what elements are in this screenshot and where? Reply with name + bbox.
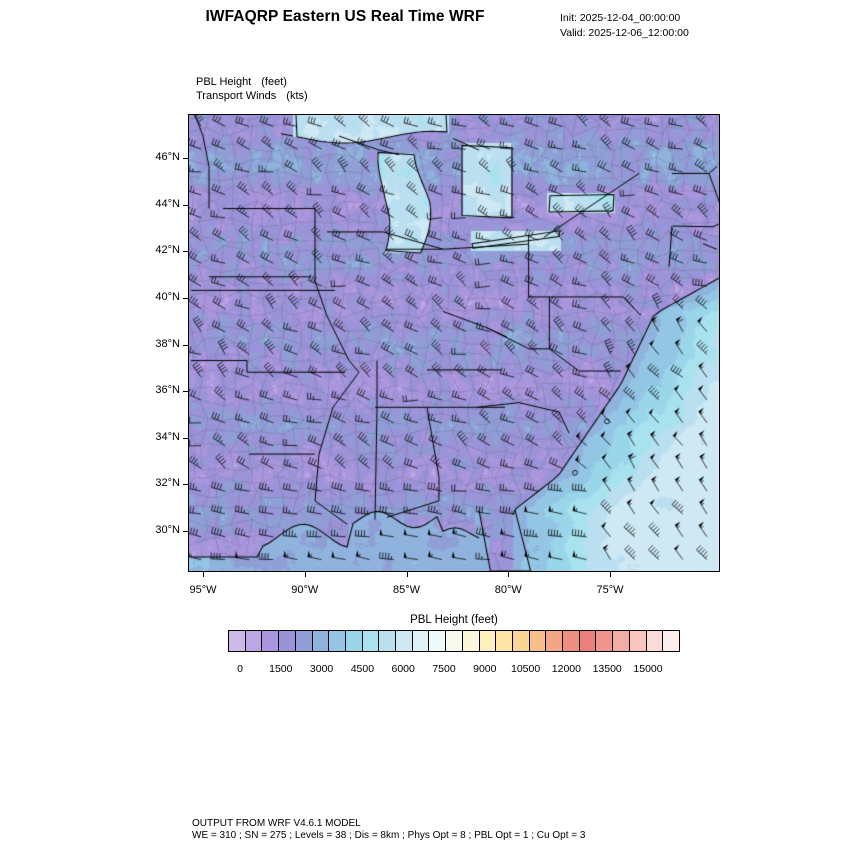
y-axis-tick-label: 36°N: [155, 384, 180, 397]
x-axis-tick-mark: [407, 572, 408, 577]
colorbar-swatch: [480, 631, 497, 651]
colorbar-swatch: [396, 631, 413, 651]
colorbar-swatch: [229, 631, 246, 651]
y-axis-tick-mark: [183, 205, 188, 206]
colorbar-tick-label: 10500: [510, 663, 541, 675]
field-label-transport-winds-name: Transport Winds: [196, 90, 277, 102]
x-axis-tick-label: 90°W: [291, 584, 319, 596]
colorbar-swatch: [379, 631, 396, 651]
colorbar-swatch: [262, 631, 279, 651]
y-axis-tick-mark: [183, 298, 188, 299]
field-label-pbl-height: [196, 76, 287, 88]
colorbar-swatch: [429, 631, 446, 651]
valid-time-label: Valid: 2025-12-06_12:00:00: [560, 27, 689, 39]
colorbar-swatch: [463, 631, 480, 651]
colorbar-tick-label: 4500: [350, 663, 375, 675]
field-label-transport-winds: [196, 90, 308, 102]
y-axis-tick-label: 44°N: [155, 197, 180, 210]
footer-model-line: OUTPUT FROM WRF V4.6.1 MODEL: [192, 818, 361, 829]
colorbar-swatch: [530, 631, 547, 651]
colorbar-tick-label: 13500: [592, 663, 622, 675]
x-axis-tick-mark: [610, 572, 611, 577]
colorbar-swatch: [513, 631, 530, 651]
x-axis-tick-label: 95°W: [189, 584, 217, 596]
colorbar-swatch: [596, 631, 613, 651]
colorbar[interactable]: [228, 630, 680, 652]
colorbar-swatch: [363, 631, 380, 651]
x-axis-tick-mark: [203, 572, 204, 577]
x-axis-tick-mark: [305, 572, 306, 577]
field-label-pbl-height-units: (feet): [261, 76, 287, 88]
colorbar-tick-label: 9000: [473, 663, 497, 675]
x-axis-tick-mark: [508, 572, 509, 577]
y-axis-tick-mark: [183, 158, 188, 159]
colorbar-swatch: [580, 631, 597, 651]
colorbar-tick-label: 7500: [432, 663, 456, 675]
map-plot-area[interactable]: [188, 114, 720, 572]
colorbar-swatch: [346, 631, 363, 651]
colorbar-swatch: [613, 631, 630, 651]
colorbar-swatch: [313, 631, 330, 651]
y-axis-tick-label: 30°N: [155, 524, 180, 536]
y-axis-tick-label: 32°N: [155, 477, 180, 490]
init-time-label: Init: 2025-12-04_00:00:00: [560, 12, 681, 24]
page-title: IWFAQRP Eastern US Real Time WRF: [205, 8, 485, 25]
colorbar-swatch: [563, 631, 580, 651]
colorbar-swatch: [446, 631, 463, 651]
y-axis-tick-label: 40°N: [155, 290, 180, 303]
pbl-height-heatmap-canvas: [189, 115, 719, 571]
y-axis-tick-label: 34°N: [155, 430, 180, 443]
y-axis-tick-mark: [183, 438, 188, 439]
y-axis-tick-mark: [183, 391, 188, 392]
x-axis-tick-label: 85°W: [392, 584, 421, 596]
y-axis-tick-mark: [183, 484, 188, 485]
colorbar-swatch: [630, 631, 647, 651]
colorbar-swatch: [546, 631, 563, 651]
y-axis-tick-label: 42°N: [155, 244, 180, 257]
colorbar-swatch: [246, 631, 263, 651]
field-label-transport-winds-units: (kts): [286, 90, 308, 102]
colorbar-swatch: [329, 631, 346, 651]
colorbar-tick-label: 1500: [269, 663, 293, 675]
y-axis-tick-mark: [183, 531, 188, 532]
colorbar-tick-label: 12000: [551, 663, 581, 675]
x-axis-tick-label: 80°W: [494, 584, 522, 596]
colorbar-swatch: [296, 631, 313, 651]
colorbar-title: PBL Height (feet): [410, 614, 498, 626]
colorbar-tick-label: 0: [237, 663, 243, 675]
y-axis-tick-label: 38°N: [155, 337, 180, 350]
y-axis-tick-label: 46°N: [155, 151, 180, 163]
colorbar-swatch: [647, 631, 664, 651]
colorbar-tick-label: 3000: [309, 663, 334, 675]
y-axis-tick-mark: [183, 251, 188, 252]
field-label-pbl-height-name: PBL Height: [196, 76, 252, 88]
colorbar-tick-label: 15000: [633, 663, 663, 675]
footer-config-line: WE = 310 ; SN = 275 ; Levels = 38 ; Dis = 8km ; Phys Opt = 8 ; PBL Opt = 1 ; Cu Opt = 3: [192, 830, 586, 841]
colorbar-swatch: [496, 631, 513, 651]
colorbar-swatch: [279, 631, 296, 651]
x-axis-tick-label: 75°W: [596, 584, 624, 596]
colorbar-swatch: [413, 631, 430, 651]
y-axis-tick-mark: [183, 345, 188, 346]
colorbar-tick-label: 6000: [391, 663, 415, 675]
colorbar-swatch: [663, 631, 679, 651]
